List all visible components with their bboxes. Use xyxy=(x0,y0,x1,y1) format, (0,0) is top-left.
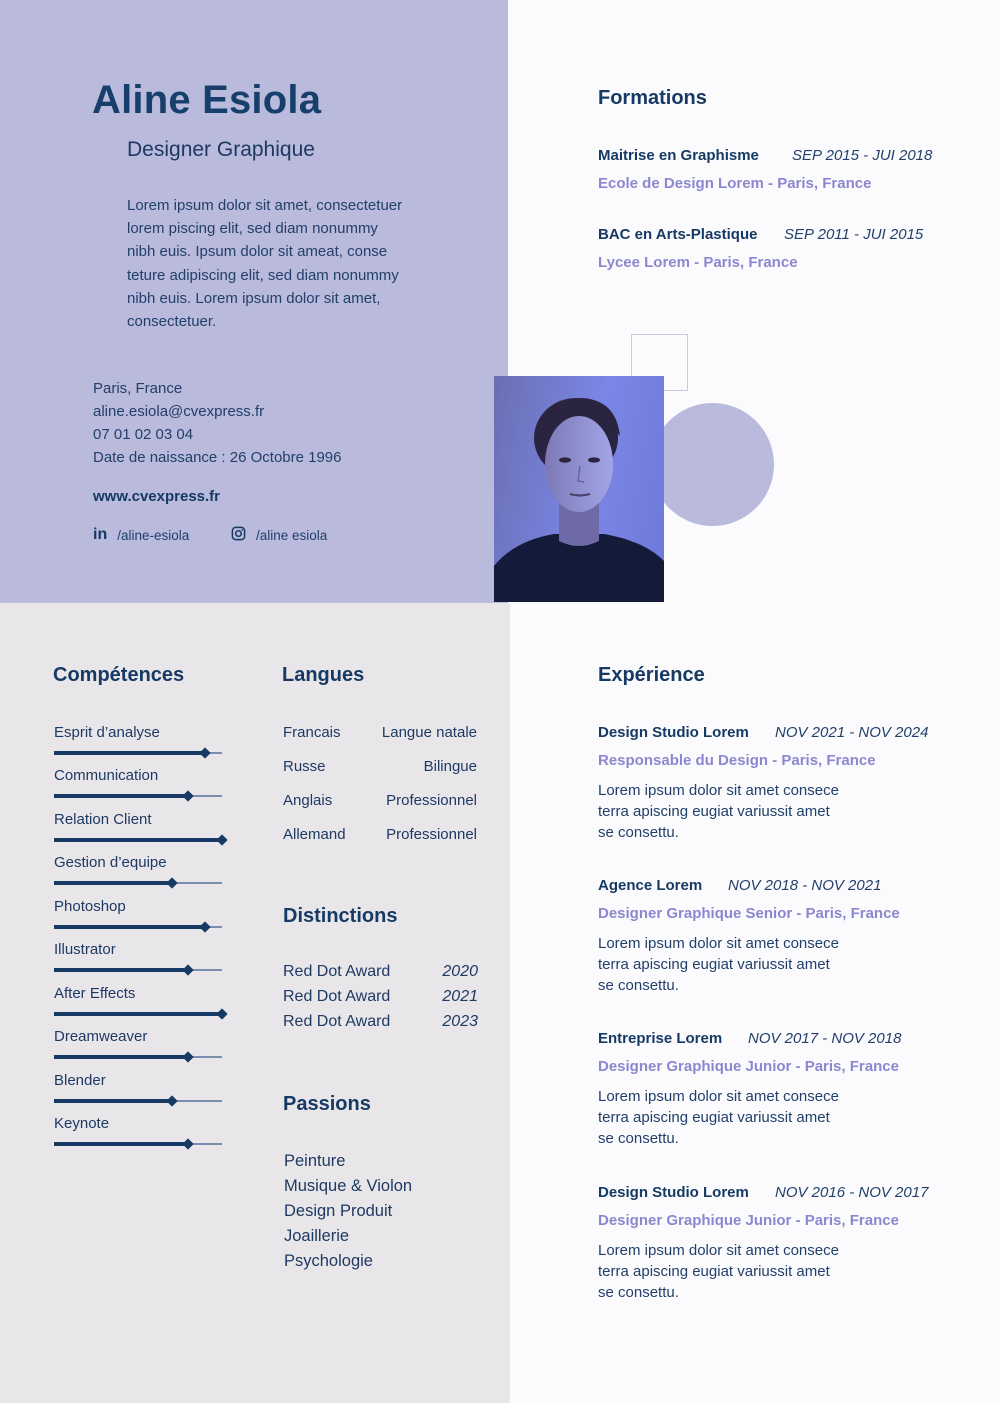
description-line: se consettu. xyxy=(598,1284,679,1301)
skill-item xyxy=(54,724,226,758)
intro-line: consectetuer. xyxy=(127,313,217,331)
skill-item xyxy=(54,1115,226,1149)
passion-item: Design Produit xyxy=(284,1202,393,1220)
experience-role: Designer Graphique Junior - Paris, France xyxy=(598,1058,899,1075)
formation-school: Lycee Lorem - Paris, France xyxy=(598,254,798,271)
intro-line: nibh euis. Lorem ipsum dolor sit amet, xyxy=(127,289,381,307)
passion-item: Joaillerie xyxy=(284,1227,350,1245)
experience-title: Expérience xyxy=(598,664,705,686)
description-line: se consettu. xyxy=(598,977,679,994)
distinction-name: Red Dot Award xyxy=(283,963,391,980)
distinction-name: Red Dot Award xyxy=(283,988,391,1005)
formation-degree: BAC en Arts-Plastique xyxy=(598,226,758,243)
intro-line: lorem piscing elit, sed diam nonummy xyxy=(127,220,378,238)
skill-label: Communication xyxy=(54,767,159,784)
experience-description xyxy=(598,1240,888,1303)
skill-label: Keynote xyxy=(54,1115,110,1132)
experience-dates: NOV 2021 - NOV 2024 xyxy=(775,724,929,741)
passions-title: Passions xyxy=(283,1093,371,1115)
language-level: Professionnel xyxy=(386,792,477,809)
formation-dates: SEP 2015 - JUI 2018 xyxy=(792,147,933,164)
website-link[interactable]: www.cvexpress.fr xyxy=(93,488,221,505)
profile-photo xyxy=(494,376,664,602)
distinction-name: Red Dot Award xyxy=(283,1013,391,1030)
skill-level-bar xyxy=(54,791,226,801)
skill-level-bar xyxy=(54,1096,226,1106)
experience-company: Design Studio Lorem xyxy=(598,724,749,741)
skill-level-bar xyxy=(54,922,226,932)
experience-description xyxy=(598,780,888,843)
formation-school: Ecole de Design Lorem - Paris, France xyxy=(598,175,872,192)
contact-phone: 07 01 02 03 04 xyxy=(93,426,194,443)
competences-title: Compétences xyxy=(53,664,185,686)
language-level: Professionnel xyxy=(386,826,477,843)
description-line: Lorem ipsum dolor sit amet consece xyxy=(598,1088,839,1105)
description-line: terra apiscing eugiat variussit amet xyxy=(598,1109,830,1126)
experience-dates: NOV 2018 - NOV 2021 xyxy=(728,877,882,894)
skill-level-bar xyxy=(54,835,226,845)
language-name: Russe xyxy=(283,758,326,775)
experience-role: Responsable du Design - Paris, France xyxy=(598,752,876,769)
skill-label: Esprit d’analyse xyxy=(54,724,160,741)
skill-item xyxy=(54,767,226,801)
distinctions-title: Distinctions xyxy=(283,905,398,927)
job-title: Designer Graphique xyxy=(127,138,315,161)
language-name: Anglais xyxy=(283,792,333,809)
contact-location: Paris, France xyxy=(93,380,183,397)
instagram-handle: /aline esiola xyxy=(256,527,328,543)
experience-company: Entreprise Lorem xyxy=(598,1030,723,1047)
contact-email[interactable]: aline.esiola@cvexpress.fr xyxy=(93,403,265,420)
language-name: Allemand xyxy=(283,826,346,843)
experience-dates: NOV 2017 - NOV 2018 xyxy=(748,1030,902,1047)
skill-label: Illustrator xyxy=(54,941,116,958)
passion-item: Musique & Violon xyxy=(284,1177,413,1195)
skill-label: After Effects xyxy=(54,985,136,1002)
skill-item xyxy=(54,1072,226,1106)
intro-paragraph xyxy=(127,194,447,333)
distinction-year: 2020 xyxy=(442,963,478,980)
description-line: Lorem ipsum dolor sit amet consece xyxy=(598,782,839,799)
instagram-icon xyxy=(231,526,246,544)
formation-dates: SEP 2011 - JUI 2015 xyxy=(784,226,924,243)
description-line: se consettu. xyxy=(598,824,679,841)
skill-label: Dreamweaver xyxy=(54,1028,148,1045)
skill-item xyxy=(54,985,226,1019)
linkedin-icon: in xyxy=(93,526,108,543)
contact-birthdate: Date de naissance : 26 Octobre 1996 xyxy=(93,449,342,466)
skill-level-bar xyxy=(54,748,226,758)
distinction-year: 2021 xyxy=(442,988,478,1005)
language-row xyxy=(283,792,477,809)
candidate-name: Aline Esiola xyxy=(92,78,322,122)
skill-item xyxy=(54,811,226,845)
skill-label: Blender xyxy=(54,1072,106,1089)
linkedin-handle: /aline-esiola xyxy=(117,527,190,543)
intro-line: Lorem ipsum dolor sit amet, consectetuer xyxy=(127,197,403,214)
distinction-row xyxy=(283,988,478,1006)
description-line: Lorem ipsum dolor sit amet consece xyxy=(598,935,839,952)
skill-level-bar xyxy=(54,1139,226,1149)
experience-role: Designer Graphique Junior - Paris, France xyxy=(598,1212,899,1229)
skill-item xyxy=(54,941,226,975)
distinction-row xyxy=(283,963,478,981)
skill-level-bar xyxy=(54,1009,226,1019)
distinction-year: 2023 xyxy=(442,1013,478,1030)
distinction-row xyxy=(283,1013,478,1031)
skill-item xyxy=(54,854,226,888)
language-level: Bilingue xyxy=(423,758,477,775)
formation-degree: Maitrise en Graphisme xyxy=(598,147,759,164)
skill-label: Gestion d’equipe xyxy=(54,854,167,871)
language-row xyxy=(283,758,477,775)
decorative-circle xyxy=(651,403,774,526)
passion-item: Psychologie xyxy=(284,1252,373,1270)
description-line: terra apiscing eugiat variussit amet xyxy=(598,956,830,973)
skill-label: Relation Client xyxy=(54,811,152,828)
instagram-link[interactable] xyxy=(231,526,327,544)
langues-title: Langues xyxy=(282,664,365,686)
formations-title: Formations xyxy=(598,87,707,109)
skill-label: Photoshop xyxy=(54,898,126,915)
experience-company: Design Studio Lorem xyxy=(598,1184,749,1201)
description-line: Lorem ipsum dolor sit amet consece xyxy=(598,1242,839,1259)
description-line: se consettu. xyxy=(598,1130,679,1147)
intro-line: teture adipiscing elit, sed diam nonummy xyxy=(127,266,399,284)
skill-level-bar xyxy=(54,1052,226,1062)
intro-line: nibh euis. Ipsum dolor sit ameat, conse xyxy=(127,243,388,261)
linkedin-link[interactable] xyxy=(93,526,189,544)
experience-description xyxy=(598,933,888,996)
language-row xyxy=(283,724,477,741)
passion-item: Peinture xyxy=(284,1152,346,1170)
skill-level-bar xyxy=(54,965,226,975)
language-row xyxy=(283,826,477,843)
description-line: terra apiscing eugiat variussit amet xyxy=(598,803,830,820)
experience-company: Agence Lorem xyxy=(598,877,703,894)
language-name: Francais xyxy=(283,724,341,741)
skill-level-bar xyxy=(54,878,226,888)
description-line: terra apiscing eugiat variussit amet xyxy=(598,1263,830,1280)
skill-item xyxy=(54,898,226,932)
experience-description xyxy=(598,1086,888,1149)
experience-role: Designer Graphique Senior - Paris, France xyxy=(598,905,900,922)
experience-dates: NOV 2016 - NOV 2017 xyxy=(775,1184,929,1201)
skill-item xyxy=(54,1028,226,1062)
language-level: Langue natale xyxy=(381,724,477,741)
